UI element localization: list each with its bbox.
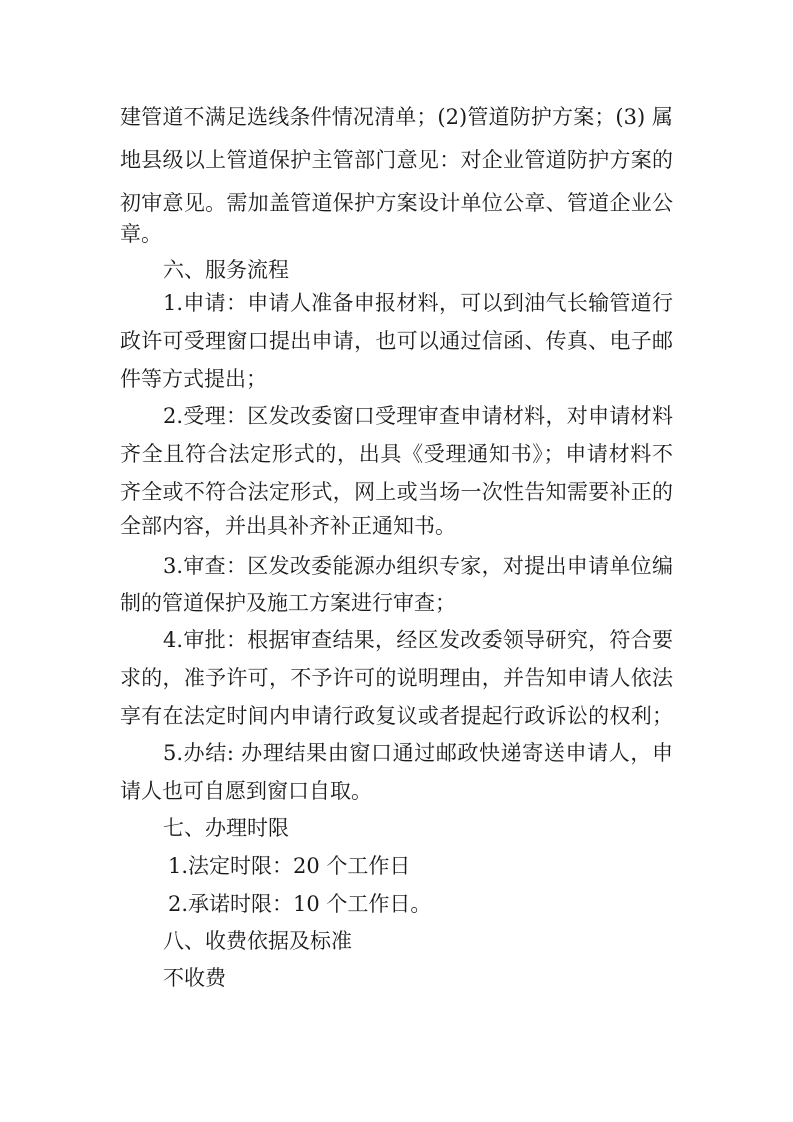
list-item-line: 享有在法定时间内申请行政复议或者提起行政诉讼的权利； bbox=[120, 704, 673, 728]
body-text-line: 建管道不满足选线条件情况清单；(2)管道防护方案；(3) 属 bbox=[120, 105, 673, 129]
list-item-line: 4.审批：根据审查结果，经区发改委领导研究，符合要 bbox=[163, 628, 673, 652]
list-item-line: 1.申请：申请人准备申报材料，可以到油气长输管道行 bbox=[163, 291, 673, 315]
section-heading: 八、收费依据及标准 bbox=[163, 929, 352, 953]
list-item-line: 制的管道保护及施工方案进行审查； bbox=[120, 591, 456, 615]
section-heading: 六、服务流程 bbox=[163, 258, 289, 282]
body-text-line: 初审意见。需加盖管道保护方案设计单位公章、管道企业公 bbox=[120, 191, 673, 215]
list-item-line: 请人也可自愿到窗口自取。 bbox=[120, 779, 372, 803]
body-text-line: 不收费 bbox=[163, 966, 226, 990]
body-text-line: 章。 bbox=[120, 222, 162, 246]
section-heading: 七、办理时限 bbox=[163, 816, 289, 840]
list-item-line: 齐全且符合法定形式的，出具《受理通知书》；申请材料不 bbox=[120, 442, 673, 466]
list-item-line: 全部内容，并出具补齐补正通知书。 bbox=[120, 514, 456, 538]
list-item-line: 1.法定时限：20 个工作日 bbox=[168, 854, 411, 878]
list-item-line: 3.审查：区发改委能源办组织专家，对提出申请单位编 bbox=[163, 554, 673, 578]
list-item-line: 2.承诺时限：10 个工作日。 bbox=[168, 892, 432, 916]
list-item-line: 政许可受理窗口提出申请，也可以通过信函、传真、电子邮 bbox=[120, 329, 673, 353]
list-item-line: 齐全或不符合法定形式，网上或当场一次性告知需要补正的 bbox=[120, 480, 673, 504]
list-item-line: 求的，准予许可，不予许可的说明理由，并告知申请人依法 bbox=[120, 666, 673, 690]
list-item-line: 2.受理：区发改委窗口受理审查申请材料，对申请材料 bbox=[163, 404, 673, 428]
list-item-line: 件等方式提出； bbox=[120, 367, 267, 391]
body-text-line: 地县级以上管道保护主管部门意见：对企业管道防护方案的 bbox=[120, 148, 673, 172]
list-item-line: 5.办结: 办理结果由窗口通过邮政快递寄送申请人，申 bbox=[163, 741, 673, 765]
